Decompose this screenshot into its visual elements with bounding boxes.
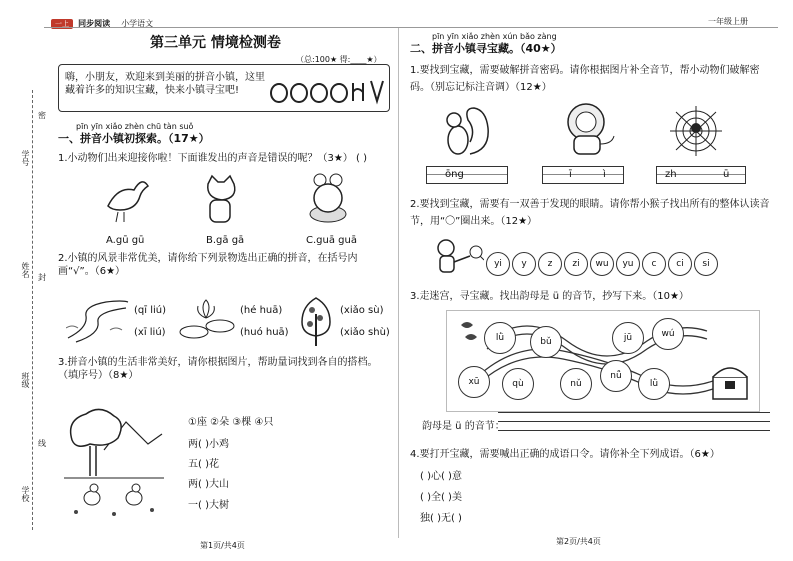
frog-icon [308, 172, 348, 226]
lotus-icon [178, 296, 236, 344]
maze-node-6[interactable]: qù [502, 368, 534, 400]
syllable-circle-9[interactable]: si [694, 252, 718, 276]
spiderweb-icon [668, 104, 724, 158]
maze-node-1[interactable]: lǜ [484, 322, 516, 354]
page-number-right: 第2页/共4页 [556, 537, 601, 546]
part2-heading: 二、拼音小镇寻宝藏。（40★） [410, 42, 562, 55]
p1-q1-text: 1.小动物们出来迎接你啦！下面谁发出的声音是错误的呢？（3★） ( ) [58, 153, 368, 164]
intro-text: 嗨，小朋友，欢迎来到美丽的拼音小镇，这里藏着许多的知识宝藏，快来小镇寻宝吧! [65, 72, 265, 96]
pinyin-box-2-text-a: ī [569, 169, 572, 180]
seal-char-1: 密 [38, 111, 46, 120]
p2-q2-text: 2.要找到宝藏，需要有一双善于发现的眼睛。请你帮小猴子找出所有的整体认读音节，用“〇”圈出来。（12★） [410, 199, 770, 227]
part2-pinyin: pīn yīn xiǎo zhèn xún bǎo zàng [432, 32, 557, 41]
margin-label-number: 学号 [21, 150, 30, 166]
seal-line [32, 90, 33, 530]
p2-q3-answer-label: 韵母是 ü 的音节： [422, 421, 505, 432]
maze-node-7[interactable]: nǔ [560, 368, 592, 400]
p1-q2-stream-opt2: (xī liú) [134, 327, 166, 338]
pinyin-box-2[interactable] [542, 166, 624, 184]
pinyin-box-3[interactable] [656, 166, 746, 184]
maze-node-2[interactable]: bǔ [530, 326, 562, 358]
p1-q3-blank-1[interactable]: 两( )小鸡 [188, 439, 229, 450]
pinyin-box-1-text: ōng [445, 169, 464, 180]
p1-q3-blank-4[interactable]: 一( )大树 [188, 500, 229, 511]
maze-node-8[interactable]: nǚ [600, 360, 632, 392]
p1-q1-option-b: B.gā gā [206, 235, 245, 246]
idiom-3[interactable]: 独( )无( ) [420, 513, 462, 524]
page-number-left: 第1页/共4页 [200, 541, 245, 550]
grade-label: 一年级上册 [708, 17, 748, 26]
idiom-2[interactable]: ( )全( )美 [420, 492, 462, 503]
p1-q2-tree-opt2: (xiǎo shù) [340, 327, 390, 338]
margin-label-name: 姓名 [21, 262, 30, 278]
p1-q3-text: 3.拼音小镇的生活非常美好，请你根据图片，帮助量词找到各自的搭档。（填序号）（8★） [58, 357, 378, 381]
score-line: （总:100★ 得:____★） [296, 55, 382, 64]
monkey-icon [432, 238, 484, 278]
margin-label-school: 学校 [21, 486, 30, 502]
subject-label: 小学语文 [121, 19, 154, 28]
letter-characters-icon [267, 77, 385, 105]
p1-q2-lotus-opt1: (hé huā) [240, 305, 283, 316]
syllable-circle-6[interactable]: yu [616, 252, 640, 276]
part1-pinyin: pīn yīn xiǎo zhèn chū tàn suǒ [76, 122, 194, 131]
margin-label-class: 班级 [21, 372, 30, 388]
maze-node-9[interactable]: lǜ [638, 368, 670, 400]
logo-badge: 一上 [51, 19, 73, 29]
syllable-circle-3[interactable]: z [538, 252, 562, 276]
syllable-circle-2[interactable]: y [512, 252, 536, 276]
p2-q1-text: 1.要找到宝藏，需要破解拼音密码。请你根据图片补全音节，帮小动物们破解密码。（别忘记标注音调）（12★） [410, 65, 760, 93]
p1-q3-blank-2[interactable]: 五( )花 [188, 459, 219, 470]
tree-icon [296, 294, 336, 348]
idiom-1[interactable]: ( )心( )意 [420, 471, 462, 482]
answer-line-1[interactable] [498, 412, 770, 413]
p1-q3-options: ①座 ②朵 ③棵 ④只 [188, 417, 274, 428]
seal-char-2: 封 [38, 273, 46, 282]
p1-q2-lotus-opt2: (huó huā) [240, 327, 289, 338]
p2-q4-text: 4.要打开宝藏，需要喊出正确的成语口令。请你补全下列成语。（6★） [410, 449, 720, 460]
lion-icon [560, 100, 618, 158]
p1-q1-option-c: C.guā guā [306, 235, 357, 246]
stream-icon [66, 298, 130, 344]
p1-q1-option-a: A.gū gū [106, 235, 145, 246]
syllable-circle-1[interactable]: yi [486, 252, 510, 276]
pinyin-box-3-text-b: ū [723, 169, 730, 180]
page-title: 第三单元 情境检测卷 [150, 35, 281, 51]
p1-q2-stream-opt1: (qī liú) [134, 305, 167, 316]
syllable-circle-7[interactable]: c [642, 252, 666, 276]
pinyin-box-2-text-b: ì [603, 169, 606, 180]
maze-node-5[interactable]: xū [458, 366, 490, 398]
answer-line-3[interactable] [498, 430, 770, 431]
pinyin-box-3-text-a: zh [665, 169, 677, 180]
maze-node-4[interactable]: wú [652, 318, 684, 350]
scene-icon [64, 400, 164, 520]
syllable-circle-5[interactable]: wu [590, 252, 614, 276]
cat-icon [200, 174, 240, 226]
brand-name: 同步阅读 [78, 19, 111, 28]
intro-box [58, 64, 390, 112]
pinyin-box-1[interactable] [426, 166, 508, 184]
treasure-chest-icon [709, 359, 753, 403]
p2-q3-text: 3.走迷宫，寻宝藏。找出韵母是 ü 的音节，抄写下来。（10★） [410, 291, 689, 302]
syllable-circle-4[interactable]: zi [564, 252, 588, 276]
answer-line-2[interactable] [498, 421, 770, 422]
maze-node-3[interactable]: jū [612, 322, 644, 354]
part1-heading: 一、拼音小镇初探索。（17★） [58, 132, 210, 145]
p1-q3-blank-3[interactable]: 两( )大山 [188, 479, 229, 490]
header-rule [44, 27, 778, 28]
squirrel-icon [440, 104, 492, 158]
p1-q2-text: 2.小镇的风景非常优美，请你给下列景物选出正确的拼音，在括号内画“√”。（6★） [58, 253, 358, 277]
p1-q2-tree-opt1: (xiǎo sù) [340, 305, 384, 316]
seal-char-3: 线 [38, 439, 46, 448]
page-divider [398, 28, 399, 538]
syllable-circle-8[interactable]: ci [668, 252, 692, 276]
bird-icon [100, 176, 150, 226]
